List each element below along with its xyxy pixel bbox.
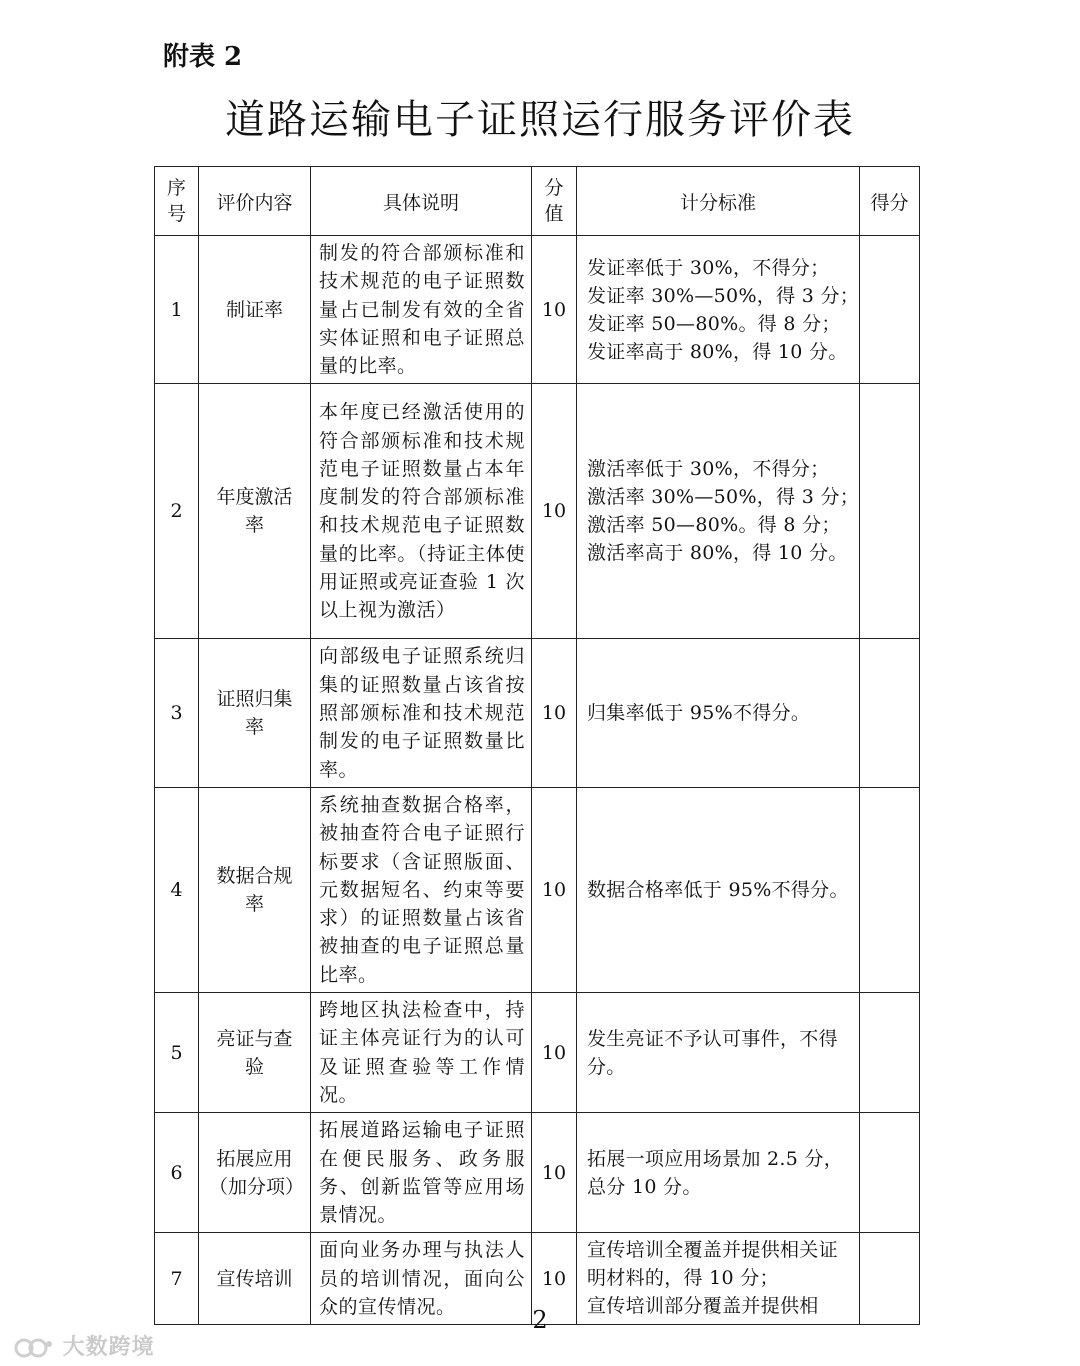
standard-line: 激活率 50—80%。得 8 分； [587,514,841,537]
standard-line: 发证率 50—80%。得 8 分； [587,312,841,335]
table-row [155,1113,920,1233]
table-row [155,384,920,639]
row-item: 证照归集率 [199,639,311,787]
standard-line: 发证率 30%—50%，得 3 分； [587,284,860,307]
row-desc: 系统抽查数据合格率，被抽查符合电子证照行标要求（含证照版面、元数据短名、约束等要求）的证照数量占该省被抽查的电子证照总量比率。 [311,787,532,992]
table-row [155,993,920,1113]
row-score [860,1113,920,1233]
row-item: 亮证与查验 [199,993,311,1113]
table-row [155,236,920,384]
row-standard [577,787,860,992]
row-score [860,236,920,384]
row-score [860,384,920,639]
row-score [860,993,920,1113]
row-no: 1 [155,236,199,384]
row-desc: 跨地区执法检查中，持证主体亮证行为的认可及证照查验等工作情况。 [311,993,532,1113]
header-value: 分值 [532,167,577,236]
standard-line: 归集率低于 95%不得分。 [587,702,811,725]
row-no: 2 [155,384,199,639]
header-desc: 具体说明 [311,167,532,236]
standard-text: 宣传培训全覆盖并提供相关证明材料的，得 10 分； [587,1239,838,1290]
standard-text: 拓展一项应用场景加 2.5 分，总分 10 分。 [587,1147,844,1198]
row-no: 3 [155,639,199,787]
row-score [860,787,920,992]
standard-line: 激活率 30%—50%，得 3 分； [587,486,860,509]
table-row [155,787,920,992]
row-standard [577,236,860,384]
evaluation-table [154,166,920,1325]
annex-label: 附表 2 [163,42,243,72]
row-standard [577,1113,860,1233]
row-desc: 本年度已经激活使用的符合部颁标准和技术规范电子证照数量占本年度制发的符合部颁标准和技术规范电子证照数量的比率。（持证主体使用证照或亮证查验 1 次以上视为激活） [311,384,532,639]
standard-text: 发生亮证不予认可事件，不得分。 [587,1027,838,1078]
standard-text: 数据合格率低于 95%不得分。 [587,879,849,901]
watermark-logo-icon [14,1336,54,1360]
row-desc: 向部级电子证照系统归集的证照数量占该省按照部颁标准和技术规范制发的电子证照数量比率。 [311,639,532,787]
row-value: 10 [532,384,577,639]
row-value: 10 [532,236,577,384]
standard-line: 激活率高于 80%，得 10 分。 [587,542,848,565]
row-value: 10 [532,1113,577,1233]
row-value: 10 [532,993,577,1113]
header-standard: 计分标准 [577,167,860,236]
watermark-text: 大数跨境 [62,1335,155,1360]
row-no: 5 [155,993,199,1113]
header-no: 序号 [155,167,199,236]
page-number: 2 [532,1306,548,1334]
row-score [860,639,920,787]
table-row [155,639,920,787]
row-value: 10 [532,1233,577,1325]
row-desc: 拓展道路运输电子证照在便民服务、政务服务、创新监管等应用场景情况。 [311,1113,532,1233]
standard-line: 发证率高于 80%，得 10 分。 [587,340,848,363]
watermark [14,1330,155,1361]
row-value: 10 [532,787,577,992]
row-standard [577,639,860,787]
row-desc: 面向业务办理与执法人员的培训情况，面向公众的宣传情况。 [311,1233,532,1325]
header-item: 评价内容 [199,167,311,236]
header-score: 得分 [860,167,920,236]
row-value: 10 [532,639,577,787]
standard-line: 激活率低于 30%，不得分； [587,458,830,481]
row-item: 年度激活率 [199,384,311,639]
row-no: 7 [155,1233,199,1325]
page-title: 道路运输电子证照运行服务评价表 [225,97,855,143]
table-header-row [155,167,920,236]
row-item: 数据合规率 [199,787,311,992]
row-item: 制证率 [199,236,311,384]
row-no: 6 [155,1113,199,1233]
row-item: 拓展应用（加分项） [199,1113,311,1233]
row-item: 宣传培训 [199,1233,311,1325]
row-standard [577,993,860,1113]
row-no: 4 [155,787,199,992]
standard-text: 宣传培训部分覆盖并提供相 [587,1295,819,1318]
row-desc: 制发的符合部颁标准和技术规范的电子证照数量占已制发有效的全省实体证照和电子证照总量的比率。 [311,236,532,384]
row-standard [577,384,860,639]
standard-line: 发证率低于 30%，不得分； [587,256,830,279]
